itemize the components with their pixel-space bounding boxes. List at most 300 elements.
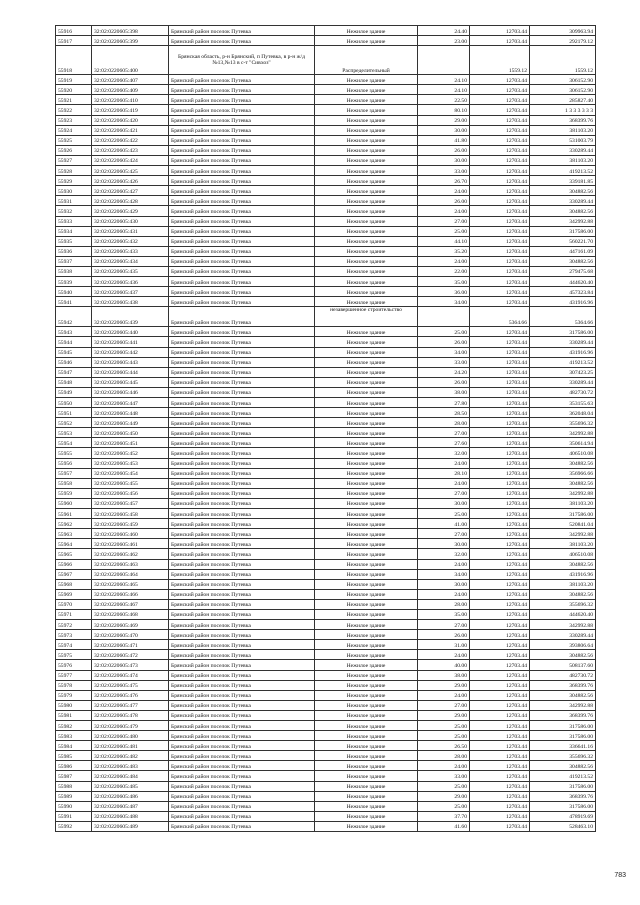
- unit-rate-cell: 12703.44: [470, 710, 530, 720]
- unit-rate-cell: 12703.44: [470, 609, 530, 619]
- row-number-cell: 55949: [56, 387, 92, 397]
- cadastral-value-cell: 317586.00: [530, 509, 596, 519]
- unit-rate-cell: 12703.44: [470, 791, 530, 801]
- cadastral-number-cell: 32:02:0220605:482: [92, 751, 169, 761]
- object-type-cell: Нежилое здание: [315, 155, 418, 165]
- table-row: [56, 569, 596, 579]
- row-number-cell: 55957: [56, 468, 92, 478]
- table-row: [56, 226, 596, 236]
- row-number-cell: 55992: [56, 821, 92, 831]
- address-cell: Брянский район поселок Путевка: [169, 498, 315, 508]
- cadastral-number-cell: 32:02:0220605:480: [92, 731, 169, 741]
- unit-rate-cell: 12703.44: [470, 287, 530, 297]
- area-cell: 23.00: [418, 36, 470, 46]
- cadastral-value-cell: 342992.88: [530, 620, 596, 630]
- area-cell: 27.00: [418, 488, 470, 498]
- row-number-cell: 55974: [56, 640, 92, 650]
- unit-rate-cell: 12703.44: [470, 246, 530, 256]
- table-row: [56, 155, 596, 165]
- address-cell: Брянский район поселок Путевка: [169, 115, 315, 125]
- area-cell: 35.00: [418, 609, 470, 619]
- cadastral-number-cell: 32:02:0220605:430: [92, 216, 169, 226]
- table-row: [56, 549, 596, 559]
- unit-rate-cell: 12703.44: [470, 256, 530, 266]
- row-number-cell: 55943: [56, 327, 92, 337]
- unit-rate-cell: 12703.44: [470, 377, 530, 387]
- row-number-cell: 55975: [56, 650, 92, 660]
- row-number-cell: 55973: [56, 630, 92, 640]
- table-row: [56, 95, 596, 105]
- table-row: [56, 509, 596, 519]
- area-cell: 26.50: [418, 741, 470, 751]
- table-row: [56, 216, 596, 226]
- cadastral-number-cell: 32:02:0220605:410: [92, 95, 169, 105]
- cadastral-value-cell: 482730.72: [530, 670, 596, 680]
- object-type-cell: Нежилое здание: [315, 398, 418, 408]
- unit-rate-cell: 12703.44: [470, 85, 530, 95]
- table-row: [56, 307, 596, 327]
- object-type-cell: Нежилое здание: [315, 660, 418, 670]
- address-cell: Брянский район поселок Путевка: [169, 539, 315, 549]
- unit-rate-cell: 12703.44: [470, 438, 530, 448]
- unit-rate-cell: 12703.44: [470, 297, 530, 307]
- cadastral-value-cell: 478919.69: [530, 811, 596, 821]
- cadastral-number-cell: 32:02:0220605:425: [92, 166, 169, 176]
- cadastral-number-cell: 32:02:0220605:486: [92, 791, 169, 801]
- object-type-cell: Нежилое здание: [315, 700, 418, 710]
- unit-rate-cell: 12703.44: [470, 478, 530, 488]
- area-cell: 29.00: [418, 791, 470, 801]
- object-type-cell: Нежилое здание: [315, 226, 418, 236]
- cadastral-number-cell: 32:02:0220605:489: [92, 821, 169, 831]
- cadastral-number-cell: 32:02:0220605:462: [92, 549, 169, 559]
- cadastral-value-cell: 279475.68: [530, 266, 596, 276]
- object-type-cell: Нежилое здание: [315, 367, 418, 377]
- address-cell: Брянский район поселок Путевка: [169, 377, 315, 387]
- table-row: [56, 246, 596, 256]
- area-cell: 26.00: [418, 337, 470, 347]
- cadastral-value-cell: 508137.60: [530, 660, 596, 670]
- unit-rate-cell: 12703.44: [470, 26, 530, 36]
- address-cell: Брянский район поселок Путевка: [169, 85, 315, 95]
- cadastral-number-cell: 32:02:0220605:473: [92, 660, 169, 670]
- area-cell: 25.00: [418, 731, 470, 741]
- area-cell: 33.00: [418, 357, 470, 367]
- table-row: [56, 46, 596, 75]
- area-cell: 30.00: [418, 125, 470, 135]
- object-type-cell: Нежилое здание: [315, 630, 418, 640]
- object-type-cell: Распределительный: [315, 46, 418, 75]
- address-cell: Брянский район поселок Путевка: [169, 75, 315, 85]
- address-cell: Брянский район поселок Путевка: [169, 387, 315, 397]
- cadastral-number-cell: 32:02:0220605:466: [92, 589, 169, 599]
- unit-rate-cell: 12703.44: [470, 741, 530, 751]
- row-number-cell: 55981: [56, 710, 92, 720]
- object-type-cell: Нежилое здание: [315, 277, 418, 287]
- object-type-cell: Нежилое здание: [315, 821, 418, 831]
- area-cell: 34.00: [418, 297, 470, 307]
- cadastral-number-cell: 32:02:0220605:475: [92, 680, 169, 690]
- object-type-cell: Нежилое здание: [315, 438, 418, 448]
- row-number-cell: 55961: [56, 509, 92, 519]
- cadastral-value-cell: 431916.96: [530, 297, 596, 307]
- row-number-cell: 55953: [56, 428, 92, 438]
- unit-rate-cell: 12703.44: [470, 771, 530, 781]
- cadastral-number-cell: 32:02:0220605:461: [92, 539, 169, 549]
- table-row: [56, 781, 596, 791]
- address-cell: Брянский район поселок Путевка: [169, 680, 315, 690]
- object-type-cell: Нежилое здание: [315, 791, 418, 801]
- cadastral-value-cell: 381103.20: [530, 579, 596, 589]
- cadastral-value-cell: 336641.16: [530, 741, 596, 751]
- object-type-cell: Нежилое здание: [315, 801, 418, 811]
- table-row: [56, 115, 596, 125]
- unit-rate-cell: 12703.44: [470, 398, 530, 408]
- object-type-cell: Нежилое здание: [315, 327, 418, 337]
- row-number-cell: 55965: [56, 549, 92, 559]
- cadastral-value-cell: 309963.94: [530, 26, 596, 36]
- area-cell: 27.00: [418, 216, 470, 226]
- row-number-cell: 55979: [56, 690, 92, 700]
- cadastral-number-cell: 32:02:0220605:455: [92, 478, 169, 488]
- object-type-cell: Нежилое здание: [315, 670, 418, 680]
- table-row: [56, 529, 596, 539]
- object-type-cell: Нежилое здание: [315, 599, 418, 609]
- area-cell: 30.00: [418, 539, 470, 549]
- area-cell: 25.00: [418, 781, 470, 791]
- address-cell: Брянский район поселок Путевка: [169, 700, 315, 710]
- row-number-cell: 55988: [56, 781, 92, 791]
- area-cell: 24.00: [418, 761, 470, 771]
- unit-rate-cell: 12703.44: [470, 680, 530, 690]
- cadastral-number-cell: 32:02:0220605:422: [92, 135, 169, 145]
- object-type-cell: Нежилое здание: [315, 680, 418, 690]
- table-row: [56, 620, 596, 630]
- cadastral-number-cell: 32:02:0220605:433: [92, 246, 169, 256]
- table-row: [56, 680, 596, 690]
- row-number-cell: 55958: [56, 478, 92, 488]
- area-cell: 40.00: [418, 660, 470, 670]
- address-cell: Брянский район поселок Путевка: [169, 196, 315, 206]
- address-cell: Брянский район поселок Путевка: [169, 166, 315, 176]
- row-number-cell: 55976: [56, 660, 92, 670]
- area-cell: 22.00: [418, 266, 470, 276]
- cadastral-value-cell: 306152.90: [530, 75, 596, 85]
- cadastral-value-cell: 381103.20: [530, 155, 596, 165]
- table-row: [56, 236, 596, 246]
- table-row: [56, 599, 596, 609]
- cadastral-number-cell: 32:02:0220605:431: [92, 226, 169, 236]
- area-cell: 80.10: [418, 105, 470, 115]
- row-number-cell: 55970: [56, 599, 92, 609]
- table-row: [56, 721, 596, 731]
- address-cell: Брянский район поселок Путевка: [169, 287, 315, 297]
- object-type-cell: Нежилое здание: [315, 781, 418, 791]
- address-cell: Брянский район поселок Путевка: [169, 418, 315, 428]
- address-cell: Брянский район поселок Путевка: [169, 609, 315, 619]
- row-number-cell: 55987: [56, 771, 92, 781]
- table-row: [56, 751, 596, 761]
- cadastral-value-cell: 393806.64: [530, 640, 596, 650]
- object-type-cell: Нежилое здание: [315, 690, 418, 700]
- area-cell: 24.00: [418, 256, 470, 266]
- unit-rate-cell: 12703.44: [470, 448, 530, 458]
- area-cell: 27.60: [418, 438, 470, 448]
- area-cell: 28.00: [418, 599, 470, 609]
- cadastral-value-cell: 317586.00: [530, 327, 596, 337]
- cadastral-value-cell: 330289.44: [530, 145, 596, 155]
- cadastral-value-cell: 292179.12: [530, 36, 596, 46]
- address-cell: Брянский район поселок Путевка: [169, 428, 315, 438]
- table-row: [56, 498, 596, 508]
- cadastral-value-cell: 304882.56: [530, 458, 596, 468]
- area-cell: 44.10: [418, 236, 470, 246]
- table-row: [56, 266, 596, 276]
- area-cell: 28.00: [418, 418, 470, 428]
- table-row: [56, 488, 596, 498]
- table-row: [56, 327, 596, 337]
- table-row: [56, 801, 596, 811]
- object-type-cell: Нежилое здание: [315, 731, 418, 741]
- table-row: [56, 589, 596, 599]
- cadastral-number-cell: 32:02:0220605:448: [92, 408, 169, 418]
- address-cell: Брянский район поселок Путевка: [169, 721, 315, 731]
- row-number-cell: 55950: [56, 398, 92, 408]
- address-cell: Брянский район поселок Путевка: [169, 478, 315, 488]
- cadastral-value-cell: 304882.56: [530, 186, 596, 196]
- object-type-cell: Нежилое здание: [315, 236, 418, 246]
- area-cell: 24.10: [418, 85, 470, 95]
- table-row: [56, 438, 596, 448]
- area-cell: 24.00: [418, 650, 470, 660]
- cadastral-number-cell: 32:02:0220605:453: [92, 458, 169, 468]
- unit-rate-cell: 12703.44: [470, 650, 530, 660]
- address-cell: Брянская область, р-н Брянский, п Путевка, в р-н ж/д №13,№13 в с-т "Сивхоз": [169, 46, 315, 75]
- area-cell: 24.10: [418, 75, 470, 85]
- cadastral-number-cell: 32:02:0220605:443: [92, 357, 169, 367]
- object-type-cell: Нежилое здание: [315, 761, 418, 771]
- address-cell: Брянский район поселок Путевка: [169, 145, 315, 155]
- address-cell: Брянский район поселок Путевка: [169, 125, 315, 135]
- table-row: [56, 75, 596, 85]
- unit-rate-cell: 12703.44: [470, 539, 530, 549]
- area-cell: 37.70: [418, 811, 470, 821]
- cadastral-number-cell: 32:02:0220605:398: [92, 26, 169, 36]
- cadastral-number-cell: 32:02:0220605:477: [92, 700, 169, 710]
- table-row: [56, 26, 596, 36]
- cadastral-number-cell: 32:02:0220605:451: [92, 438, 169, 448]
- address-cell: Брянский район поселок Путевка: [169, 690, 315, 700]
- cadastral-value-cell: 330289.44: [530, 630, 596, 640]
- object-type-cell: Нежилое здание: [315, 337, 418, 347]
- area-cell: 27.00: [418, 620, 470, 630]
- cadastral-value-cell: 381103.20: [530, 539, 596, 549]
- table-row: [56, 176, 596, 186]
- table-row: [56, 186, 596, 196]
- object-type-cell: Нежилое здание: [315, 166, 418, 176]
- unit-rate-cell: 12703.44: [470, 801, 530, 811]
- table-row: [56, 559, 596, 569]
- cadastral-number-cell: 32:02:0220605:487: [92, 801, 169, 811]
- area-cell: 28.10: [418, 468, 470, 478]
- address-cell: Брянский район поселок Путевка: [169, 438, 315, 448]
- table-row: [56, 478, 596, 488]
- cadastral-number-cell: 32:02:0220605:456: [92, 488, 169, 498]
- address-cell: Брянский район поселок Путевка: [169, 327, 315, 337]
- cadastral-number-cell: 32:02:0220605:467: [92, 599, 169, 609]
- address-cell: Брянский район поселок Путевка: [169, 176, 315, 186]
- unit-rate-cell: 12703.44: [470, 216, 530, 226]
- unit-rate-cell: 12703.44: [470, 761, 530, 771]
- row-number-cell: 55954: [56, 438, 92, 448]
- row-number-cell: 55932: [56, 206, 92, 216]
- table-row: [56, 145, 596, 155]
- cadastral-value-cell: 419213.52: [530, 166, 596, 176]
- unit-rate-cell: 5364.66: [470, 307, 530, 327]
- cadastral-number-cell: 32:02:0220605:465: [92, 579, 169, 589]
- cadastral-number-cell: 32:02:0220605:481: [92, 741, 169, 751]
- row-number-cell: 55925: [56, 135, 92, 145]
- cadastral-value-cell: 353155.63: [530, 398, 596, 408]
- unit-rate-cell: 12703.44: [470, 327, 530, 337]
- area-cell: 28.50: [418, 408, 470, 418]
- row-number-cell: 55930: [56, 186, 92, 196]
- cadastral-value-cell: 285827.40: [530, 95, 596, 105]
- object-type-cell: Нежилое здание: [315, 85, 418, 95]
- cadastral-number-cell: 32:02:0220605:399: [92, 36, 169, 46]
- address-cell: Брянский район поселок Путевка: [169, 135, 315, 145]
- table-row: [56, 166, 596, 176]
- row-number-cell: 55959: [56, 488, 92, 498]
- area-cell: 24.00: [418, 589, 470, 599]
- unit-rate-cell: 12703.44: [470, 357, 530, 367]
- row-number-cell: 55962: [56, 519, 92, 529]
- cadastral-number-cell: 32:02:0220605:450: [92, 428, 169, 438]
- row-number-cell: 55919: [56, 75, 92, 85]
- row-number-cell: 55916: [56, 26, 92, 36]
- table-row: [56, 468, 596, 478]
- row-number-cell: 55938: [56, 266, 92, 276]
- row-number-cell: 55939: [56, 277, 92, 287]
- object-type-cell: Нежилое здание: [315, 135, 418, 145]
- area-cell: 28.00: [418, 751, 470, 761]
- unit-rate-cell: 12703.44: [470, 458, 530, 468]
- row-number-cell: 55926: [56, 145, 92, 155]
- address-cell: Брянский район поселок Путевка: [169, 620, 315, 630]
- row-number-cell: 55927: [56, 155, 92, 165]
- table-row: [56, 710, 596, 720]
- area-cell: 24.00: [418, 458, 470, 468]
- object-type-cell: Нежилое здание: [315, 640, 418, 650]
- area-cell: [418, 46, 470, 75]
- address-cell: Брянский район поселок Путевка: [169, 105, 315, 115]
- address-cell: Брянский район поселок Путевка: [169, 821, 315, 831]
- address-cell: Брянский район поселок Путевка: [169, 297, 315, 307]
- address-cell: Брянский район поселок Путевка: [169, 630, 315, 640]
- row-number-cell: 55920: [56, 85, 92, 95]
- unit-rate-cell: 12703.44: [470, 751, 530, 761]
- row-number-cell: 55980: [56, 700, 92, 710]
- row-number-cell: 55940: [56, 287, 92, 297]
- table-row: [56, 630, 596, 640]
- address-cell: Брянский район поселок Путевка: [169, 771, 315, 781]
- cadastral-number-cell: 32:02:0220605:469: [92, 620, 169, 630]
- area-cell: 25.00: [418, 801, 470, 811]
- object-type-cell: Нежилое здание: [315, 529, 418, 539]
- unit-rate-cell: 12703.44: [470, 236, 530, 246]
- area-cell: 24.00: [418, 690, 470, 700]
- row-number-cell: 55934: [56, 226, 92, 236]
- cadastral-number-cell: 32:02:0220605:457: [92, 498, 169, 508]
- cadastral-number-cell: 32:02:0220605:464: [92, 569, 169, 579]
- cadastral-value-cell: 330289.44: [530, 196, 596, 206]
- unit-rate-cell: 12703.44: [470, 367, 530, 377]
- object-type-cell: Нежилое здание: [315, 589, 418, 599]
- unit-rate-cell: 12703.44: [470, 347, 530, 357]
- unit-rate-cell: 12703.44: [470, 145, 530, 155]
- cadastral-value-cell: 528463.10: [530, 821, 596, 831]
- object-type-cell: Нежилое здание: [315, 387, 418, 397]
- object-type-cell: Нежилое здание: [315, 650, 418, 660]
- cadastral-number-cell: 32:02:0220605:439: [92, 307, 169, 327]
- address-cell: Брянский район поселок Путевка: [169, 791, 315, 801]
- area-cell: 24.40: [418, 26, 470, 36]
- address-cell: Брянский район поселок Путевка: [169, 579, 315, 589]
- table-row: [56, 357, 596, 367]
- object-type-cell: Нежилое здание: [315, 710, 418, 720]
- area-cell: 26.00: [418, 196, 470, 206]
- cadastral-value-cell: 339181.85: [530, 176, 596, 186]
- cadastral-number-cell: 32:02:0220605:428: [92, 196, 169, 206]
- table-row: [56, 731, 596, 741]
- address-cell: Брянский район поселок Путевка: [169, 589, 315, 599]
- cadastral-value-cell: 350614.94: [530, 438, 596, 448]
- address-cell: Брянский район поселок Путевка: [169, 751, 315, 761]
- cadastral-number-cell: 32:02:0220605:434: [92, 256, 169, 266]
- address-cell: Брянский район поселок Путевка: [169, 781, 315, 791]
- row-number-cell: 55972: [56, 620, 92, 630]
- object-type-cell: Нежилое здание: [315, 478, 418, 488]
- address-cell: Брянский район поселок Путевка: [169, 710, 315, 720]
- cadastral-value-cell: 317586.00: [530, 721, 596, 731]
- table-row: [56, 670, 596, 680]
- cadastral-number-cell: 32:02:0220605:409: [92, 85, 169, 95]
- cadastral-number-cell: 32:02:0220605:468: [92, 609, 169, 619]
- object-type-cell: Нежилое здание: [315, 751, 418, 761]
- table-row: [56, 347, 596, 357]
- row-number-cell: 55941: [56, 297, 92, 307]
- object-type-cell: Нежилое здание: [315, 559, 418, 569]
- cadastral-number-cell: 32:02:0220605:440: [92, 327, 169, 337]
- address-cell: Брянский район поселок Путевка: [169, 307, 315, 327]
- area-cell: 31.00: [418, 640, 470, 650]
- row-number-cell: 55923: [56, 115, 92, 125]
- address-cell: Брянский район поселок Путевка: [169, 519, 315, 529]
- area-cell: 34.00: [418, 569, 470, 579]
- unit-rate-cell: 12703.44: [470, 498, 530, 508]
- object-type-cell: Нежилое здание: [315, 579, 418, 589]
- area-cell: 26.00: [418, 377, 470, 387]
- object-type-cell: незавершенное строительство: [315, 307, 418, 327]
- area-cell: 30.00: [418, 579, 470, 589]
- row-number-cell: 55931: [56, 196, 92, 206]
- unit-rate-cell: 12703.44: [470, 721, 530, 731]
- area-cell: 24.00: [418, 186, 470, 196]
- object-type-cell: Нежилое здание: [315, 357, 418, 367]
- address-cell: Брянский район поселок Путевка: [169, 266, 315, 276]
- object-type-cell: Нежилое здание: [315, 266, 418, 276]
- cadastral-number-cell: 32:02:0220605:478: [92, 710, 169, 720]
